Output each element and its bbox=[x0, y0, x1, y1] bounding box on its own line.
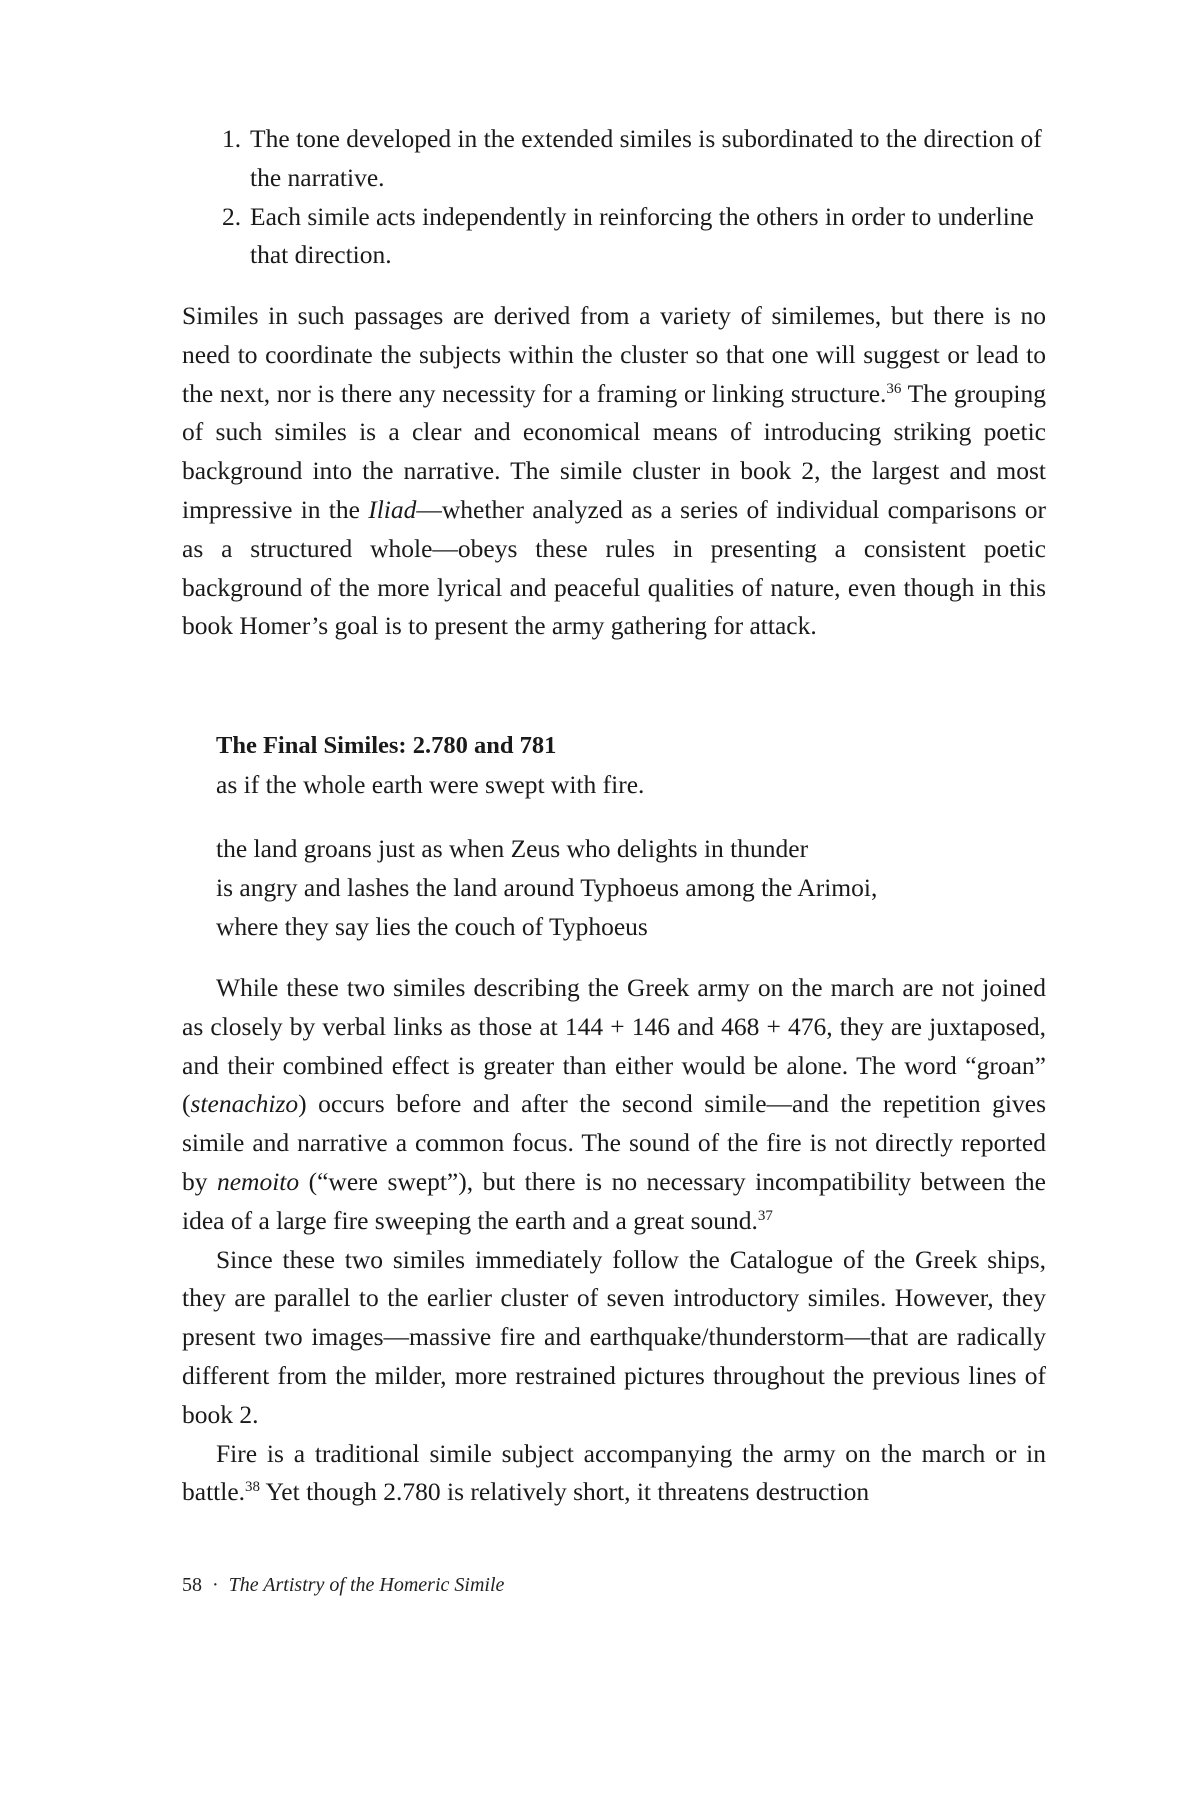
paragraph-similemes bbox=[182, 297, 1046, 646]
list-text: Each simile acts independently in reinforcing the others in order to underline that direction. bbox=[250, 201, 1034, 270]
epigraph-quote: as if the whole earth were swept with fire. bbox=[216, 770, 645, 799]
paragraph-text: Yet though 2.780 is relatively short, it threatens destruction bbox=[260, 1477, 870, 1507]
list-text: The tone developed in the extended similes is subordinated to the direction of the narrative. bbox=[250, 124, 1042, 192]
paragraph-text: (“were swept”), but there is no necessary incompatibility between the idea of a large fire sweeping the earth and a great sound. bbox=[182, 1166, 1047, 1235]
paragraph-text: The grouping of such similes is a clear and economical means of introducing striking poetic background into the narrative. The simile cluster in book 2, the largest and most impressive in the bbox=[182, 378, 1046, 524]
verse-line: is angry and lashes the land around Typhoeus among the Arimoi, bbox=[216, 872, 878, 902]
list-item bbox=[182, 198, 1046, 276]
page-number: 58 bbox=[182, 1574, 202, 1596]
paragraph-text: While these two similes describing the Greek army on the march are not joined as closely by verbal links as those at 144 + 146 and 468 + 476, they are juxtaposed, and their combined effect is greater than either would be alone. The word “groan” ( bbox=[182, 973, 1046, 1119]
book-title: The Artistry of the Homeric Simile bbox=[228, 1574, 505, 1596]
verse-line: where they say lies the couch of Typhoeus bbox=[216, 911, 648, 941]
paragraph-fire bbox=[182, 1435, 1046, 1513]
body-text-continuation bbox=[182, 969, 1046, 1512]
paragraph-groan bbox=[182, 969, 1046, 1241]
paragraph-text: Fire is a traditional simile subject accompanying the army on the march or in battle. bbox=[182, 1438, 1046, 1507]
footnote-ref-38[interactable]: 38 bbox=[245, 1479, 261, 1496]
footnote-ref-36[interactable]: 36 bbox=[886, 380, 902, 397]
list-item bbox=[182, 120, 1046, 198]
section-heading bbox=[182, 727, 1046, 766]
paragraph-text: Similes in such passages are derived from a variety of similemes, but there is no need to coordinate the subjects within the cluster so that one will suggest or lead to the next, nor is there any necessity for a framing or linking structure. bbox=[182, 301, 1046, 408]
title-iliad: Iliad bbox=[368, 494, 417, 524]
paragraph-catalogue: Since these two similes immediately follow the Catalogue of the Greek ships, they are parallel to the earlier cluster of seven introductory similes. However, they present two images—massive fire and earthquake/thunderstorm—that are radically different from the milder, more restrained pictures throughout the previous lines of book 2. bbox=[182, 1244, 1046, 1429]
section-heading-text: The Final Similes: 2.780 and 781 bbox=[216, 732, 557, 759]
running-footer bbox=[182, 1570, 504, 1600]
list-number: 2. bbox=[222, 201, 242, 231]
paragraph-text: ) occurs before and after the second simile—and the repetition gives simile and narrative a common focus. The sound of the fire is not directly reported by bbox=[182, 1089, 1046, 1196]
footnote-ref-37[interactable]: 37 bbox=[757, 1207, 773, 1224]
verse-quote bbox=[182, 830, 1080, 946]
greek-term-stenachizo: stenachizo bbox=[190, 1089, 299, 1119]
verse-line: the land groans just as when Zeus who delights in thunder bbox=[216, 834, 809, 863]
numbered-list bbox=[182, 120, 1046, 275]
list-number: 1. bbox=[222, 124, 242, 153]
greek-term-nemoito: nemoito bbox=[216, 1166, 300, 1196]
paragraph-text: —whether analyzed as a series of individual comparisons or as a structured whole—obeys these rules in presenting a consistent poetic background of the more lyrical and peaceful qualities of nature, even though in this book Homer’s goal is to present the army gathering for attack. bbox=[182, 494, 1047, 641]
footer-separator: · bbox=[212, 1574, 219, 1596]
